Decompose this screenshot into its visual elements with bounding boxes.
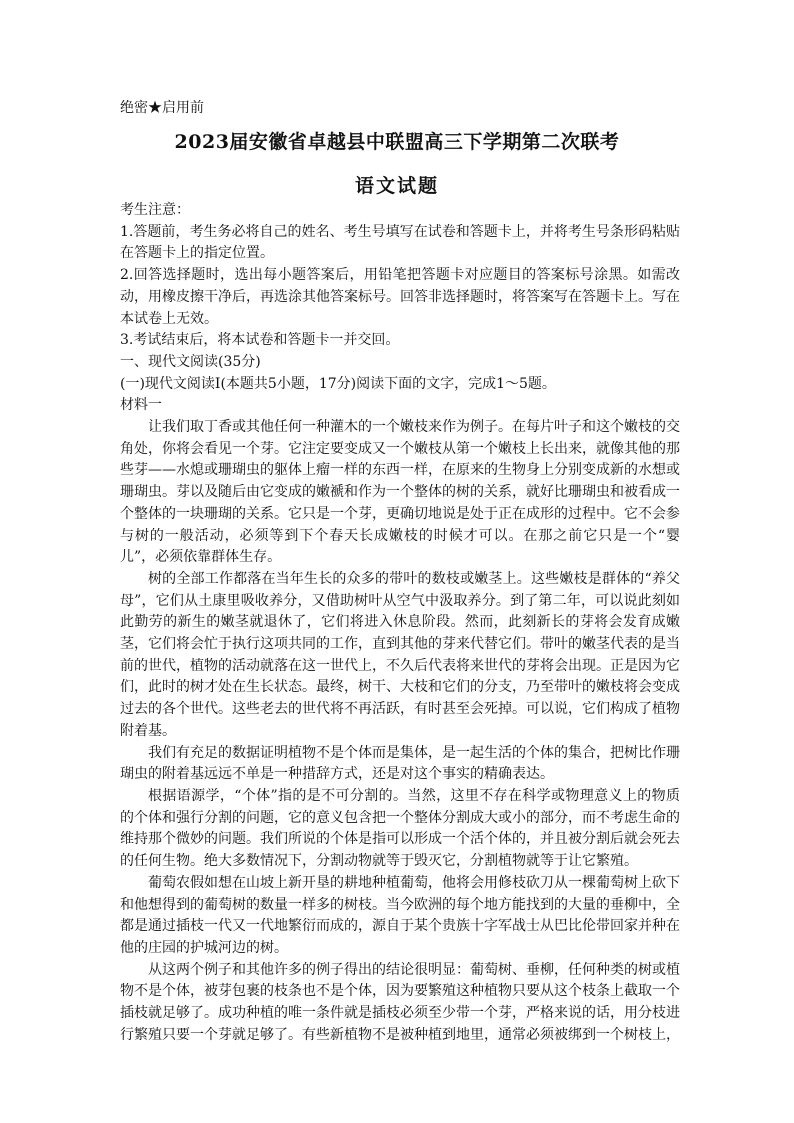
passage-paragraph: 从这两个例子和其他许多的例子得出的结论很明显：葡萄树、垂柳，任何种类的树或植物不是个体，被芽包裹的枝条也不是个体，因为要繁殖这种植物只要从这个枝条上截取一个插枝就足够了。成功种植的唯一条件就是插枝必须至少带一个芽，严格来说的话，用分枝进行繁殖只要一个芽就足够了。有些新植物不是被种植到地里，通常必须被绑到一个树枝上， [120,961,680,1043]
note-item-2: 2.回答选择题时，选出每小题答案后，用铅笔把答题卡对应题目的答案标号涂黑。如需改动，用橡皮擦干净后，再选涂其他答案标号。回答非选择题时，将答案写在答题卡上。写在本试卷上无效。 [120,267,680,327]
note-item-3: 3.考试结束后，将本试卷和答题卡一并交回。 [120,332,400,349]
exam-subtitle: 语文试题 [354,175,439,197]
section-subheading: (一)现代文阅读Ⅰ(本题共5小题，17分)阅读下面的文字，完成1～5题。 [120,375,556,392]
material-label: 材料一 [120,397,162,414]
passage-paragraph: 我们有充足的数据证明植物不是个体而是集体，是一起生活的个体的集合，把树比作珊瑚虫的附着基远远不单是一种措辞方式，还是对这个事实的精确表达。 [120,744,680,783]
notes-heading: 考生注意： [120,202,190,218]
passage-paragraph: 树的全部工作都落在当年生长的众多的带叶的数枝或嫩茎上。这些嫩枝是群体的“养父母”，它们从土康里吸收养分，又借助树叶从空气中汲取养分。到了第二年，可以说此刻如此勤劳的新生的嫩茎就退休了，它们将进入休息阶段。然而，此刻新长的芽将会发育成嫩茎，它们将会忙于执行这项共同的工作，直到其他的芽来代替它们。带叶的嫩茎代表的是当前的世代，植物的活动就落在这一世代上，不久后代表将来世代的芽将会出现。正是因为它们，此时的树才处在生长状态。最终，树干、大枝和它们的分支，乃至带叶的嫩枝将会变成过去的各个世代。这些老去的世代将不再活跃，有时甚至会死掉。可以说，它们构成了植物附着基。 [120,570,680,739]
section-heading: 一、现代文阅读(35分) [120,353,261,370]
confidential-mark: 绝密★启用前 [120,100,204,116]
exam-body [120,200,680,1046]
note-item-1: 1.答题前，考生务必将自己的姓名、考生号填写在试卷和答题卡上，并将考生号条形码粘贴在答题卡上的指定位置。 [120,223,680,262]
passage-paragraph: 让我们取丁香或其他任何一种灌木的一个嫩枝来作为例子。在每片叶子和这个嫩枝的交角处，你将会看见一个芽。它注定要变成又一个嫩枝从第一个嫩枝上长出来，就像其他的那些芽——水熄或珊瑚虫的躯体上瘤一样的东西一样，在原来的生物身上分别变成新的水想或珊瑚虫。芽以及随后由它变成的嫩褫和作为一个整体的树的关系，就好比珊瑚虫和被看成一个整体的一块珊瑚的关系。它只是一个芽，更确切地说是处于正在成形的过程中。它不会参与树的一般活动，必须等到下个春天长成嫩枝的时候才可以。在那之前它只是一个“婴儿”，必须依靠群体生存。 [120,419,680,566]
exam-title: 2023届安徽省卓越县中联盟高三下学期第二次联考 [174,131,620,153]
passage-paragraph: 根据语源学，“个体”指的是不可分割的。当然，这里不存在科学或物理意义上的物质的个体和强行分割的问题，它的意义包含把一个整体分割成大或小的部分，而不考虑生命的维持那个微妙的问题。我们所说的个体是指可以形成一个活个体的，并且被分割后就会死去的任何生物。绝大多数情况下，分割动物就等于毁灭它，分割植物就等于让它繁殖。 [120,787,680,870]
passage-paragraph: 葡萄农假如想在山坡上新开垦的耕地种植葡萄，他将会用修枝砍刀从一棵葡萄树上砍下和他想得到的葡萄树的数量一样多的树枝。当今欧洲的每个地方能找到的大量的垂柳中，全都是通过插枝一代又一代地繁衍而成的，源自于某个贵族十字军战士从巴比伦带回家并种在他的庄园的护城河边的树。 [120,874,680,956]
